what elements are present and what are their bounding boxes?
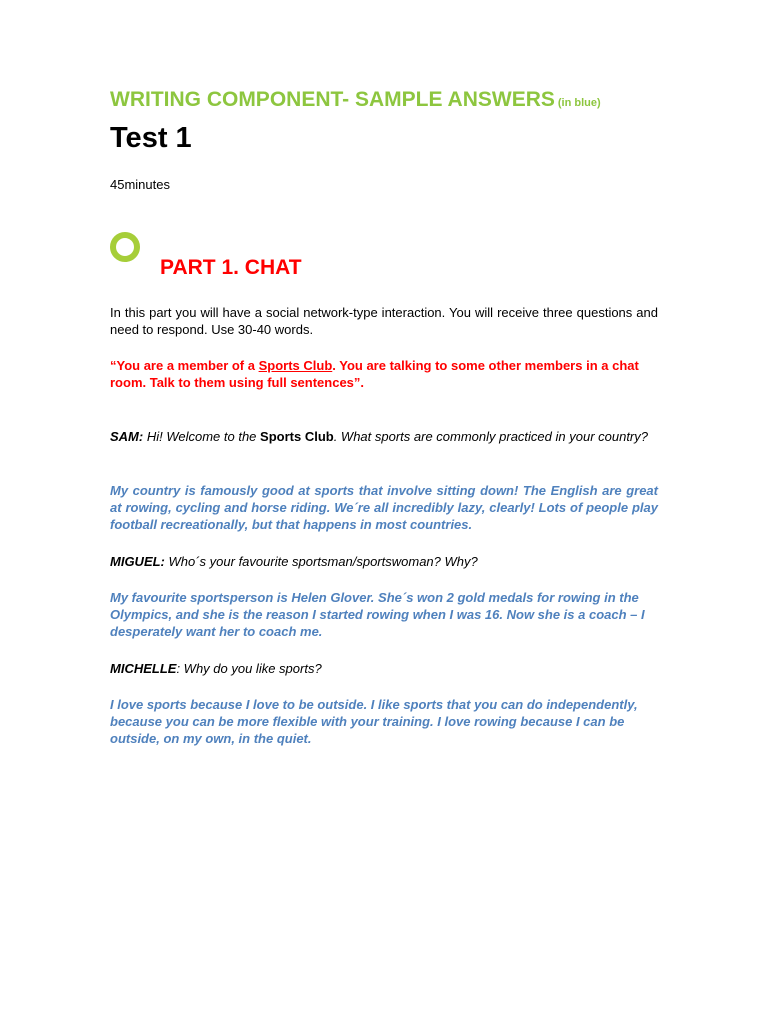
question-text-before: Hi! Welcome to the <box>143 429 261 444</box>
document-heading <box>110 88 601 112</box>
part-instructions: In this part you will have a social network-type interaction. You will receive three questions and need to respond. Use 30-40 words. <box>110 305 658 337</box>
test-title: Test 1 <box>110 122 192 154</box>
duration-text: 45minutes <box>110 177 170 192</box>
question-club-name: Sports Club <box>260 429 334 444</box>
chat-answer-sam: My country is famously good at sports that involve sitting down! The English are great at rowing, cycling and horse riding. We´re all incredibly lazy, clearly! Lots of people play football recreationally, but that happens in most countries. <box>110 483 658 532</box>
prompt-after: . You are talking to some other members in a chat room. Talk to them using full sentences”. <box>110 358 639 390</box>
chat-answer-michelle: I love sports because I love to be outside. I like sports that you can do independently, because you can be more flexible with your training. I love rowing because I can be outside, on my own, in the quiet. <box>110 697 638 746</box>
task-prompt <box>110 357 658 391</box>
question-text: Who´s your favourite sportsman/sportswoman? Why? <box>164 554 478 569</box>
prompt-club-name: Sports Club <box>258 358 333 373</box>
speaker-name: SAM: <box>110 429 144 444</box>
question-text: : Why do you like sports? <box>176 661 322 676</box>
chat-answer-miguel: My favourite sportsperson is Helen Glover. She´s won 2 gold medals for rowing in the Olympics, and she is the reason I started rowing when I was 16. Now she is a coach – I desperately want her to coach me. <box>110 590 645 639</box>
part-title: PART 1. CHAT <box>160 256 302 279</box>
circle-ring-icon <box>110 232 140 262</box>
chat-question-michelle <box>110 660 658 677</box>
prompt-before: “You are a member of a <box>110 358 259 373</box>
heading-note: (in blue) <box>557 97 601 109</box>
chat-question-sam <box>110 428 658 445</box>
heading-title: WRITING COMPONENT- SAMPLE ANSWERS <box>110 88 555 111</box>
question-text-after: . What sports are commonly practiced in your country? <box>333 429 648 444</box>
chat-question-miguel <box>110 553 658 570</box>
speaker-name: MICHELLE <box>110 661 177 676</box>
speaker-name: MIGUEL: <box>110 554 165 569</box>
